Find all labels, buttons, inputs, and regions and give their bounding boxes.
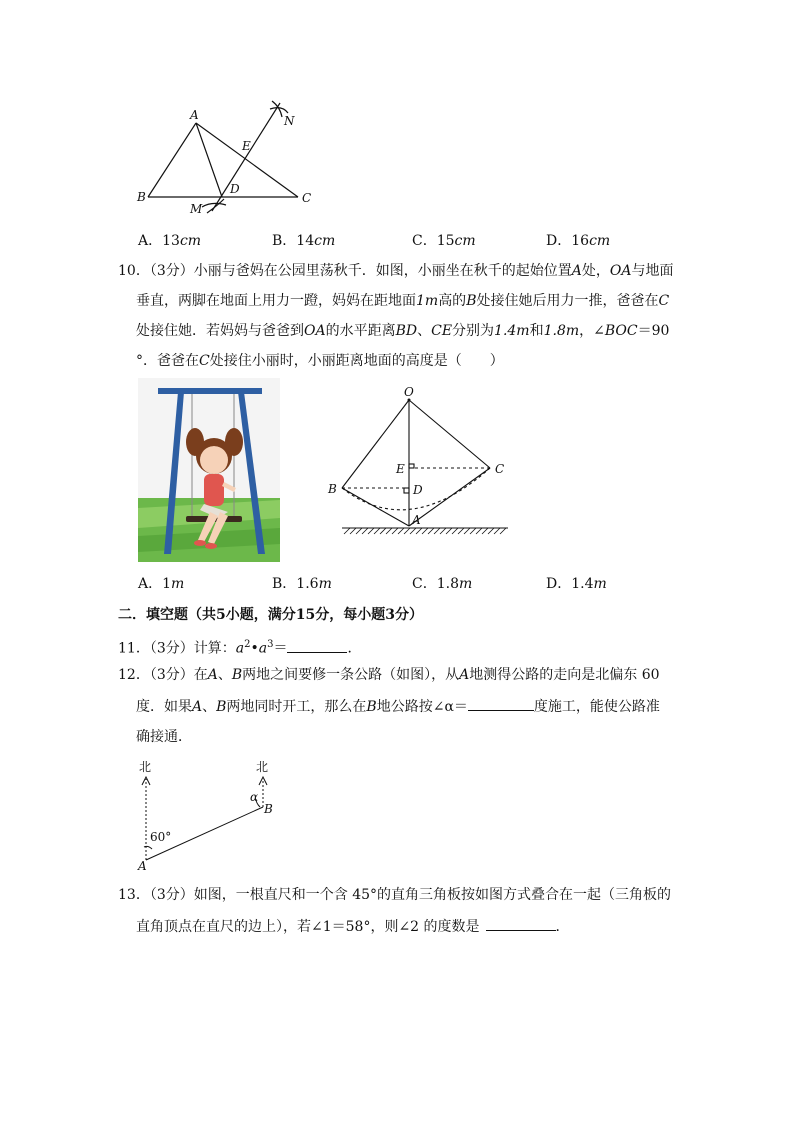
section-heading-fill-in: 二．填空题（共5小题，满分15分，每小题3分）: [118, 607, 423, 623]
q9-option-c[interactable]: C．15cm: [412, 233, 476, 249]
q9-label-n: N: [284, 114, 295, 128]
q10-option-c[interactable]: C．1.8m: [412, 576, 473, 592]
q10-label-a: A: [412, 513, 421, 527]
q12-answer-blank[interactable]: [468, 696, 534, 711]
q10-label-o: O: [404, 385, 414, 399]
q9-option-a[interactable]: A．13cm: [138, 233, 202, 249]
q12-line-1: 12．（3分）在A、B两地之间要修一条公路（如图），从A地测得公路的走向是北偏东 60: [118, 667, 660, 683]
q10-label-d: D: [413, 483, 423, 497]
q9-label-c: C: [302, 191, 312, 205]
q10-line-4: °．爸爸在C处接住小丽时，小丽距离地面的高度是（ ）: [136, 353, 504, 369]
q13-answer-blank[interactable]: [486, 916, 556, 931]
q10-option-d[interactable]: D．1.4m: [546, 576, 607, 592]
q10-option-a[interactable]: A．1m: [138, 576, 185, 592]
q10-label-b: B: [328, 482, 337, 496]
q12-label-b: B: [264, 802, 273, 816]
north-label-b: 北: [256, 760, 269, 774]
q9-label-b: B: [137, 190, 146, 204]
alpha-label: α: [250, 790, 259, 804]
north-label-a: 北: [139, 760, 152, 774]
q10-line-2: 垂直，两脚在地面上用力一蹬，妈妈在距地面1m高的B处接住她后用力一推，爸爸在C: [136, 293, 670, 309]
q9-label-m: M: [190, 202, 203, 216]
q12-label-a: A: [138, 859, 147, 873]
q10-option-b[interactable]: B．1.6m: [272, 576, 332, 592]
q9-label-e: E: [242, 139, 251, 153]
q10-swing-geometry-figure: [320, 380, 520, 540]
q12-line-3: 确接通．: [136, 729, 192, 745]
q10-line-3: 处接住她．若妈妈与爸爸到OA的水平距离BD、CE分别为1.4m和1.8m，∠BOC＝90: [136, 323, 670, 339]
q10-line-1: 10．（3分）小丽与爸妈在公园里荡秋千．如图，小丽坐在秋千的起始位置A处，OA与地面: [118, 263, 674, 279]
q9-label-d: D: [230, 182, 240, 196]
q13-line-2: 直角顶点在直尺的边上），若∠1＝58°，则∠2 的度数是 ．: [136, 916, 570, 937]
q10-label-e: E: [396, 462, 405, 476]
q9-label-a: A: [190, 108, 199, 122]
q12-direction-figure: [132, 755, 282, 875]
q10-label-c: C: [495, 462, 505, 476]
swing-illustration: [138, 378, 280, 562]
q12-line-2: 度．如果A、B两地同时开工，那么在B地公路按∠α＝ 度施工，能使公路准: [136, 696, 660, 717]
q11-answer-blank[interactable]: [287, 638, 347, 653]
q9-option-d[interactable]: D．16cm: [546, 233, 611, 249]
angle-60-label: 60°: [150, 830, 172, 844]
q13-line-1: 13．（3分）如图，一根直尺和一个含 45°的直角三角板按如图方式叠合在一起（三角板的: [118, 887, 672, 903]
q11-line: 11．（3分）计算：$a^2•a^3=$ ．: [118, 639, 362, 657]
q9-triangle-figure: [132, 95, 322, 220]
q9-option-b[interactable]: B．14cm: [272, 233, 336, 249]
